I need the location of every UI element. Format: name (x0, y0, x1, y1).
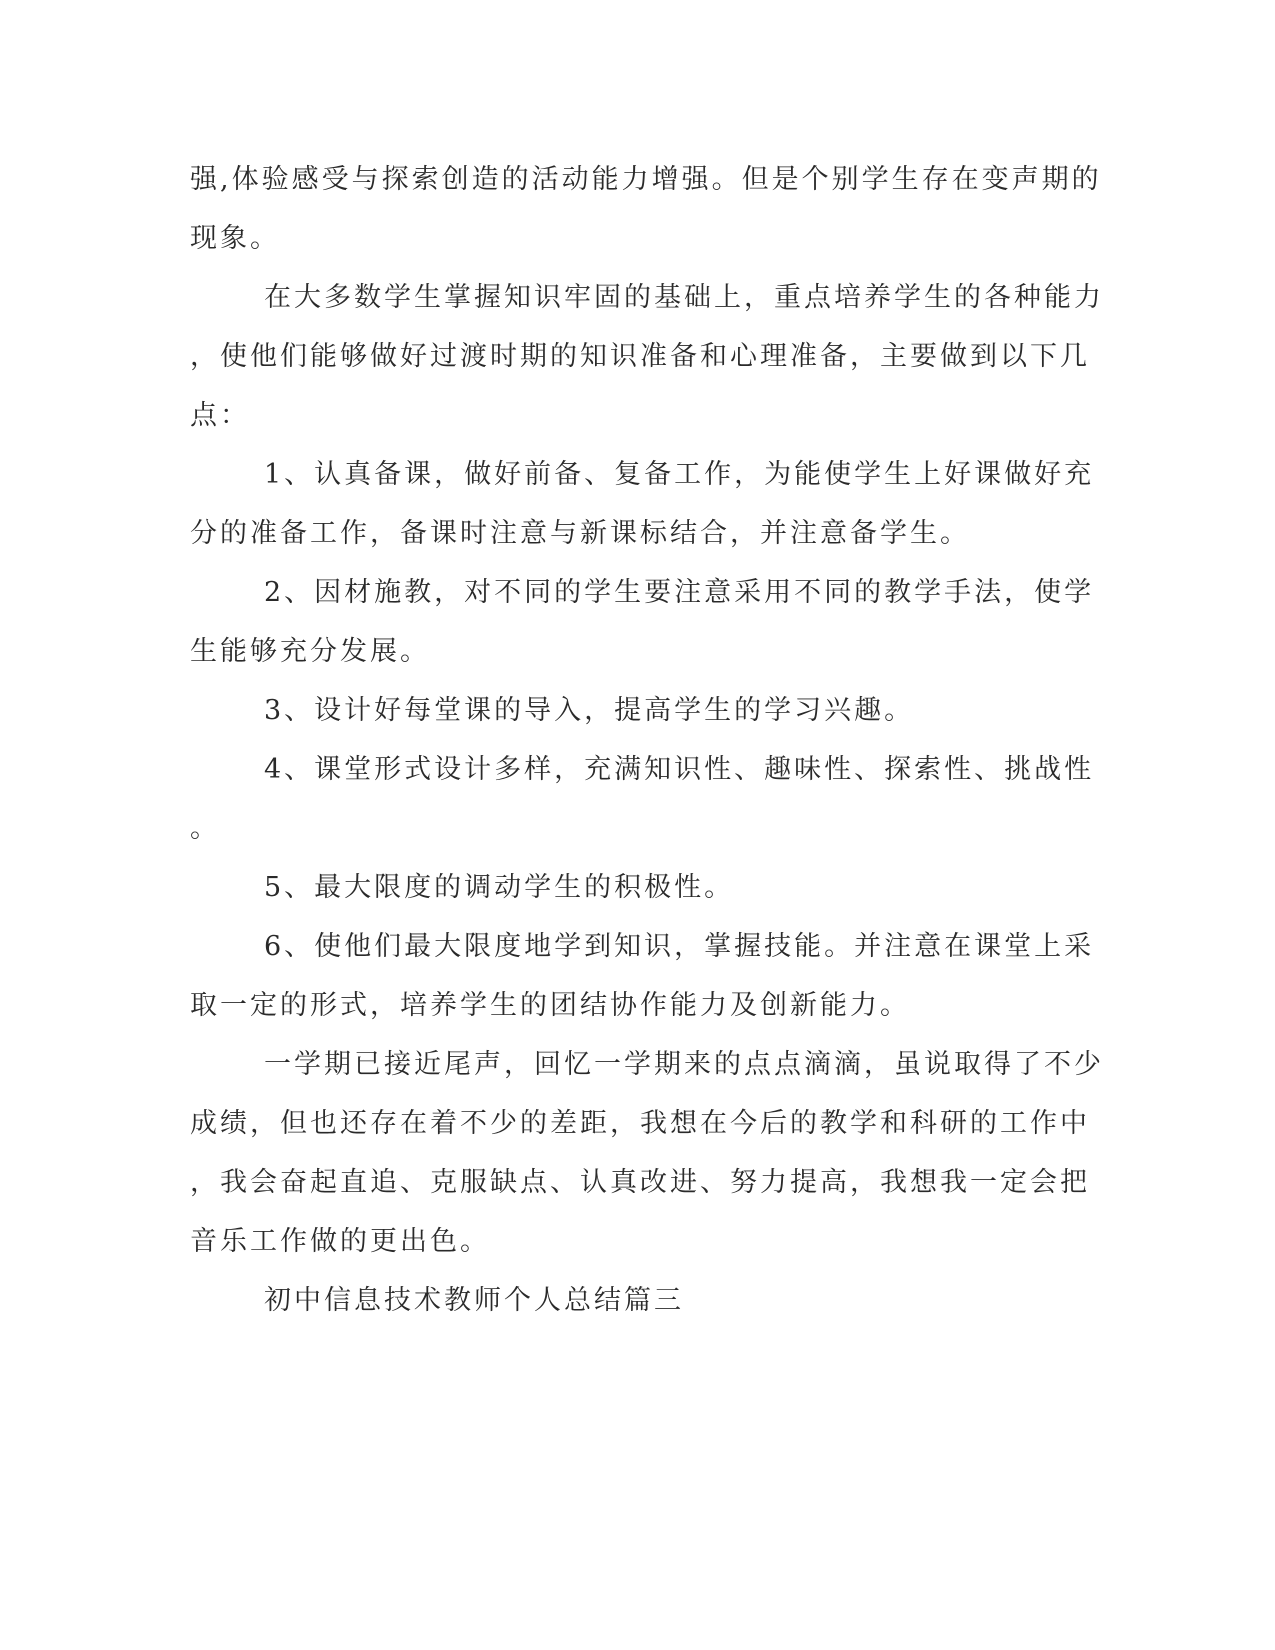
body-line: 生能够充分发展。 (190, 636, 430, 667)
list-item-6: 6、使他们最大限度地学到知识，掌握技能。并注意在课堂上采 (264, 931, 1095, 962)
body-line: 点： (190, 400, 250, 431)
body-line: 取一定的形式，培养学生的团结协作能力及创新能力。 (190, 990, 910, 1021)
paragraph-first-line: 在大多数学生掌握知识牢固的基础上，重点培养学生的各种能力 (264, 282, 1104, 313)
body-line: ，我会奋起直追、克服缺点、认真改进、努力提高，我想我一定会把 (190, 1167, 1090, 1198)
body-line: 分的准备工作，备课时注意与新课标结合，并注意备学生。 (190, 518, 970, 549)
list-item-4: 4、课堂形式设计多样，充满知识性、趣味性、探索性、挑战性 (264, 754, 1095, 785)
body-line: 。 (190, 813, 220, 844)
list-item-2: 2、因材施教，对不同的学生要注意采用不同的教学手法，使学 (264, 577, 1095, 608)
section-heading: 初中信息技术教师个人总结篇三 (264, 1285, 684, 1316)
body-line: 成绩，但也还存在着不少的差距，我想在今后的教学和科研的工作中 (190, 1108, 1090, 1139)
body-line: 强,体验感受与探索创造的活动能力增强。但是个别学生存在变声期的 (190, 164, 1102, 195)
body-line: ，使他们能够做好过渡时期的知识准备和心理准备，主要做到以下几 (190, 341, 1090, 372)
body-line: 现象。 (190, 223, 280, 254)
list-item-1: 1、认真备课，做好前备、复备工作，为能使学生上好课做好充 (264, 459, 1095, 490)
body-line: 音乐工作做的更出色。 (190, 1226, 490, 1257)
paragraph-first-line: 一学期已接近尾声，回忆一学期来的点点滴滴，虽说取得了不少 (264, 1049, 1104, 1080)
list-item-5: 5、最大限度的调动学生的积极性。 (264, 872, 735, 903)
list-item-3: 3、设计好每堂课的导入，提高学生的学习兴趣。 (264, 695, 915, 726)
